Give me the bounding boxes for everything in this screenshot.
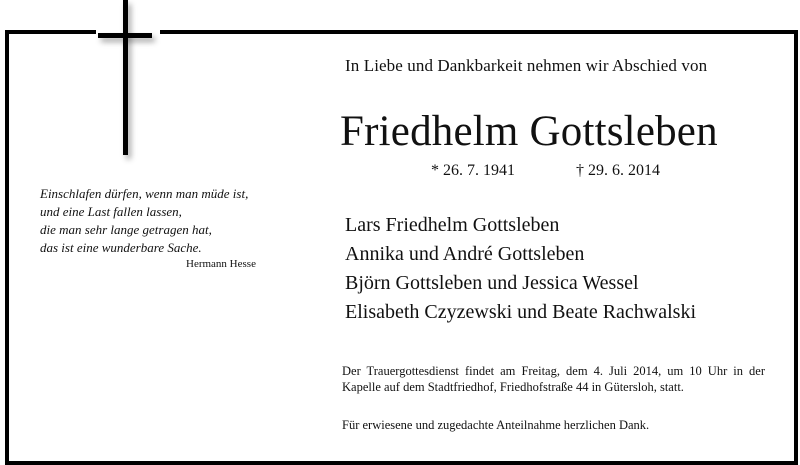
mourner-name: Björn Gottsleben und Jessica Wessel: [345, 272, 639, 294]
poem: [40, 185, 248, 257]
deceased-name: Friedhelm Gottsleben: [340, 108, 718, 155]
poem-line: das ist eine wunderbare Sache.: [40, 240, 202, 255]
service-info: Der Trauergottesdienst findet am Freitag, dem 4. Juli 2014, um 10 Uhr in der Kapelle auf dem Stadtfriedhof, Friedhofstraße 44 in Gütersloh, statt.: [342, 364, 765, 394]
intro-text: In Liebe und Dankbarkeit nehmen wir Abschied von: [345, 56, 708, 75]
birth-date: * 26. 7. 1941: [431, 162, 515, 179]
mourner-name: Annika und André Gottsleben: [345, 243, 585, 265]
mourners-list: [345, 211, 696, 327]
poem-line: und eine Last fallen lassen,: [40, 204, 182, 219]
poem-author: Hermann Hesse: [186, 258, 256, 270]
thanks-text: Für erwiesene und zugedachte Anteilnahme herzlichen Dank.: [342, 418, 650, 432]
mourner-name: Elisabeth Czyzewski und Beate Rachwalski: [345, 301, 697, 323]
poem-line: Einschlafen dürfen, wenn man müde ist,: [40, 186, 249, 201]
death-date: † 29. 6. 2014: [576, 162, 660, 179]
mourner-name: Lars Friedhelm Gottsleben: [345, 214, 560, 236]
poem-line: die man sehr lange getragen hat,: [40, 222, 212, 237]
cross-icon: [92, 0, 162, 170]
